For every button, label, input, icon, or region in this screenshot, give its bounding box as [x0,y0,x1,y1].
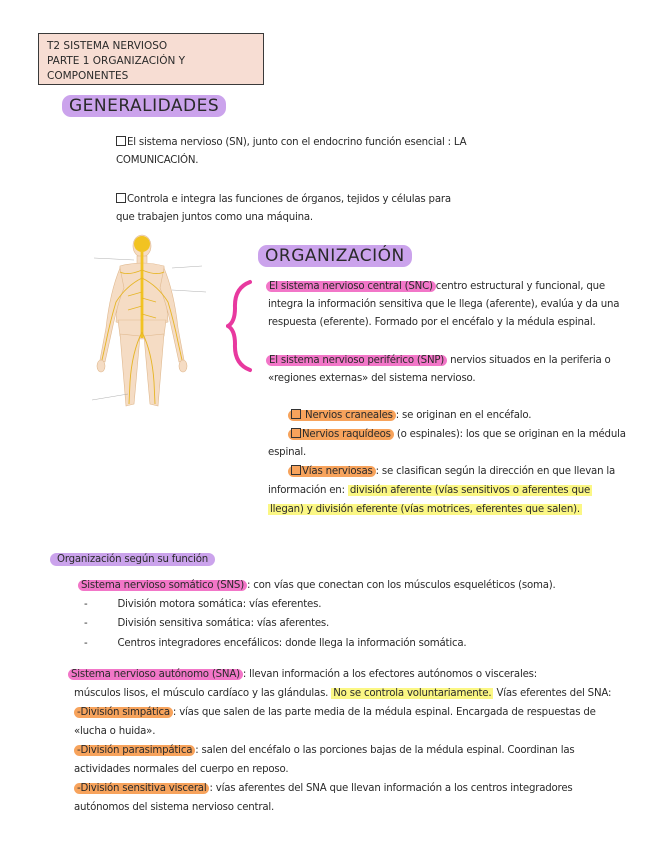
checkbox-icon [291,428,301,438]
checkbox-icon [116,193,126,203]
list-item: - División sensitiva somática: vías aferentes. [84,618,330,629]
organizacion-heading: ORGANIZACIÓN [258,246,412,266]
checkbox-icon [116,136,126,146]
visceral-line-2: autónomos del sistema nervioso central. [74,802,275,813]
checkbox-icon [291,465,301,475]
bracket-icon [226,278,254,374]
title-box [38,33,264,85]
generalidades-paragraph-1: El sistema nervioso (SN), junto con el endocrino función esencial : LA [116,133,466,152]
parasimpatico-line-2: actividades normales del cuerpo en reposo. [74,764,289,775]
parasimpatico-label: -División parasimpática [74,745,195,756]
vias-nerviosas-line-1: Vías nerviosas : se clasifican según la dirección en que llevan la [288,462,615,481]
snc-line-3: respuesta (eferente). Formado por el encéfalo y la médula espinal. [268,317,596,328]
checkbox-icon [291,409,301,419]
nervios-raquideos: Nervios raquídeos (o espinales): los que se originan en la médula [288,425,626,444]
vias-nerviosas-line-3: llegan) y división eferente (vías motrices, eferentes que salen). [270,504,580,515]
visceral-line-1: -División sensitiva visceral : vías aferentes del SNA que llevan información a los centros integradores [74,779,573,798]
vias-nerviosas-line-2: información en: división aferente (vías sensitivos o aferentes que [268,485,591,496]
snc-line-2: integra la información sensitiva que le llega (aferente), evalúa y da una [268,299,620,310]
snc-label: El sistema nervioso central (SNC) [266,281,436,292]
snp-line-1: El sistema nervioso periférico (SNP) nervios situados en la periferia o [266,351,611,370]
generalidades-paragraph-2: Controla e integra las funciones de órganos, tejidos y células para [116,190,451,209]
simpatico-line-2: «lucha o huida». [74,726,156,737]
sna-label: Sistema nervioso autónomo (SNA) [68,669,243,680]
generalidades-heading: GENERALIDADES [62,96,226,116]
list-item: - División motora somática: vías eferentes. [84,599,322,610]
generalidades-paragraph-1-cont: COMUNICACIÓN. [116,155,199,166]
title-line-2: PARTE 1 ORGANIZACIÓN Y COMPONENTES [47,55,186,82]
list-item: - Centros integradores encefálicos: donde llega la información somática. [84,638,467,649]
title-line-1: T2 SISTEMA NERVIOSO [47,40,168,52]
visceral-label: -División sensitiva visceral [74,783,209,794]
parasimpatico-line-1: -División parasimpática : salen del encéfalo o las porciones bajas de la médula espinal. Coordinan las [74,741,574,760]
snp-label: El sistema nervioso periférico (SNP) [266,355,447,366]
snp-line-2: «regiones externas» del sistema nervioso. [268,373,476,384]
sns-line: Sistema nervioso somático (SNS) : con vías que conectan con los músculos esqueléticos (soma). [78,576,556,595]
snc-line-1: El sistema nervioso central (SNC) centro estructural y funcional, que [266,277,605,296]
funcion-heading: Organización según su función [50,550,215,569]
sna-line-2: músculos lisos, el músculo cardíaco y las glándulas. No se controla voluntariamente. Vías eferentes del SNA: [74,688,612,699]
nervios-craneales: Nervios craneales : se originan en el encéfalo. [288,406,531,425]
sna-line-1: Sistema nervioso autónomo (SNA) : llevan información a los efectores autónomos o viscerales: [68,665,537,684]
simpatico-label: -División simpática [74,707,173,718]
nervios-raquideos-cont: espinal. [268,447,307,458]
nervous-system-illustration [72,232,222,412]
generalidades-paragraph-2-cont: que trabajen juntos como una máquina. [116,212,313,223]
sns-label: Sistema nervioso somático (SNS) [78,580,247,591]
simpatico-line-1: -División simpática : vías que salen de las parte media de la médula espinal. Encargada de respuestas de [74,703,596,722]
